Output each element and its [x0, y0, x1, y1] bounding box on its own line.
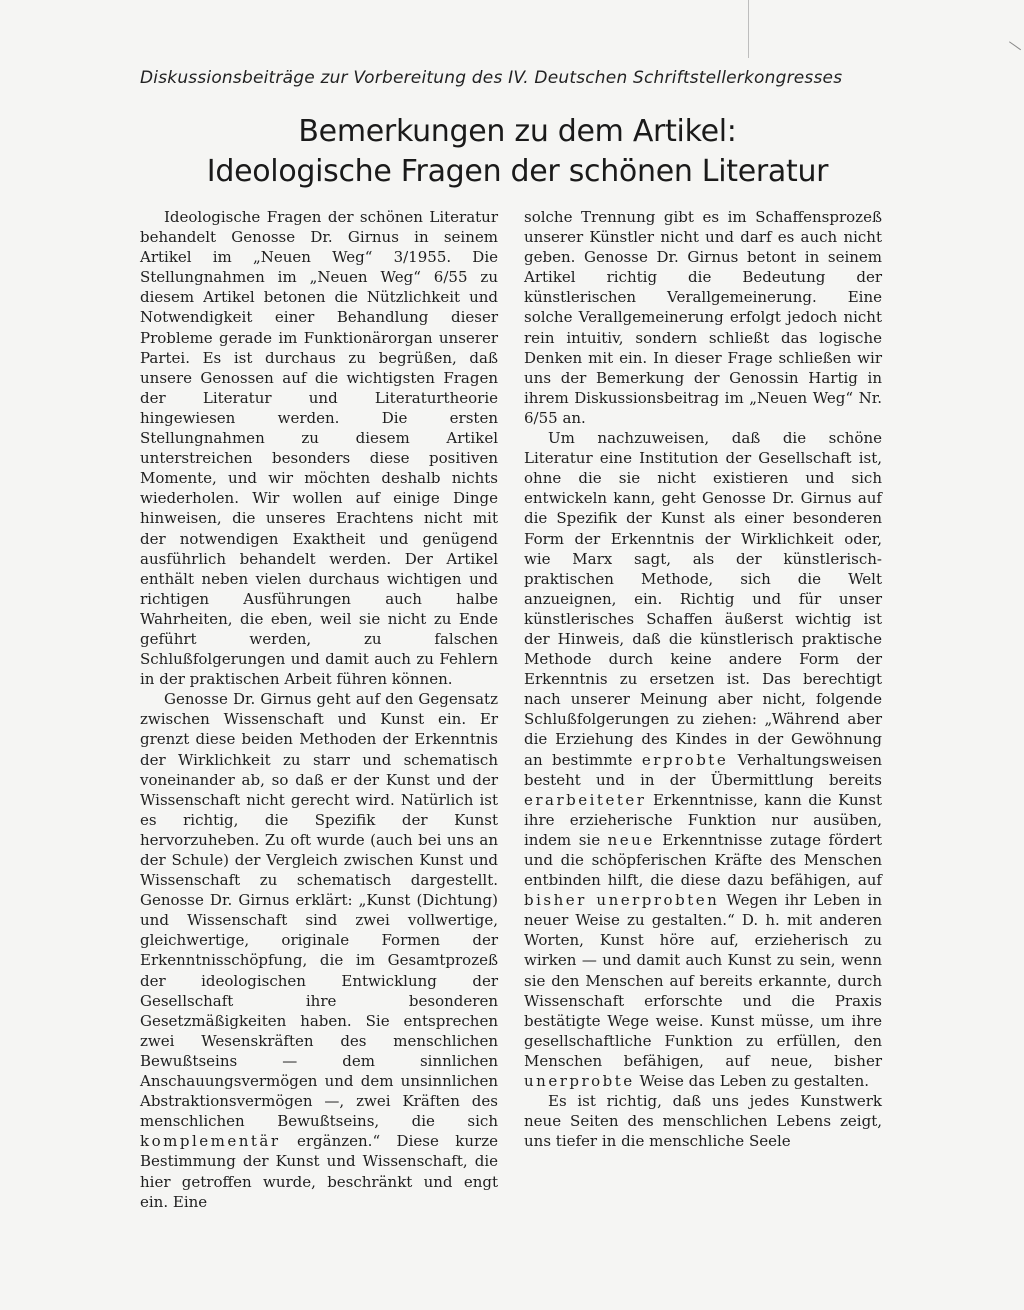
title-line-1: Bemerkungen zu dem Artikel: [298, 114, 737, 149]
paragraph: Ideologische Fragen der schönen Literatur behandelt Genosse Dr. Girnus in seinem Artikel im „Neuen Weg“ 3/1955. Die Stellungnahmen im „Neuen Weg“ 6/55 zu diesem Artikel betonen die Nützlichkeit und Notwendigkeit einer Behandlung dieser Probleme gerade im Funktionärorgan unserer Partei. Es ist durchaus zu begrüßen, daß unsere Genossen auf die wichtigsten Fragen der Literatur und Literaturtheorie hingewiesen werden. Die ersten Stellungnahmen zu diesem Artikel unterstreichen besonders diese positiven Momente, und wir möchten deshalb nichts wiederholen. Wir wollen auf einige Dinge hinweisen, die unseres Erachtens nicht mit der notwendigen Exaktheit und genügend ausführlich behandelt werden. Der Artikel enthält neben vielen durchaus wichtigen und richtigen Ausführungen auch halbe Wahrheiten, die eben, weil sie nicht zu Ende geführt werden, zu falschen Schlußfolgerungen und damit auch zu Fehlern in der praktischen Arbeit führen können. [140, 208, 498, 689]
spaced-emphasis: neue [607, 830, 655, 849]
scan-crease-line [748, 0, 749, 58]
paragraph [140, 689, 498, 1211]
paragraph-text: Wegen ihr Leben in neuer Weise zu gestalten.“ D. h. mit anderen Worten, Kunst höre auf, erzieherisch zu wirken — und damit auch Kunst zu sein, wenn sie den Menschen auf bereits erkannte, durch Wissenschaft erforschte und die Praxis bestätigte Wege weise. Kunst müsse, um ihre gesellschaftliche Funktion zu erfüllen, den Menschen befähigen, auf neue, bisher [524, 891, 882, 1070]
spaced-emphasis: komplementär [140, 1132, 281, 1151]
spaced-emphasis: bisher unerprobten [524, 891, 720, 910]
right-column [524, 207, 882, 1151]
spaced-emphasis: erarbeiteter [524, 790, 647, 809]
article-title [140, 112, 895, 192]
paragraph-text: Erkenntnisse, kann die Kunst ihre erzieherische Funktion nur ausüben, indem sie [524, 790, 882, 849]
paragraph-text: ergänzen.“ Diese kurze Bestimmung der Kunst und Wissenschaft, die hier getroffen wurde, beschränkt und engt ein. Eine [140, 1132, 498, 1211]
paragraph-text: Genosse Dr. Girnus geht auf den Gegensatz zwischen Wissenschaft und Kunst ein. Er grenzt diese beiden Methoden der Erkenntnis der Wirklichkeit zu starr und schematisch voneinander ab, so daß er der Kunst und der Wissenschaft nicht gerecht wird. Natürlich ist es richtig, die Spezifik der Kunst hervorzuheben. Zu oft wurde (auch bei uns an der Schule) der Vergleich zwischen Kunst und Wissenschaft zu schematisch dargestellt. Genosse Dr. Girnus erklärt: „Kunst (Dichtung) und Wissenschaft sind zwei vollwertige, gleichwertige, originale Formen der Erkenntnisschöpfung, die im Gesamtprozeß der ideologischen Entwicklung der Gesellschaft ihre besonderen Gesetzmäßigkeiten haben. Sie entsprechen zwei Wesenskräften des menschlichen Bewußtseins — dem sinnlichen Anschauungsvermögen und dem unsinnlichen Abstraktionsvermögen —, zwei Kräften des menschlichen Bewußtseins, die sich [140, 690, 498, 1131]
scan-corner-mark [1001, 41, 1021, 61]
left-column [140, 207, 498, 1212]
paragraph: solche Trennung gibt es im Schaffensprozeß unserer Künstler nicht und darf es auch nicht geben. Genosse Dr. Girnus betont in seinem Artikel richtig die Bedeutung der künstlerischen Verallgemeinerung. Eine solche Verallgemeinerung erfolgt jedoch nicht rein intuitiv, sondern schließt das logische Denken mit ein. In dieser Frage schließen wir uns der Bemerkung der Genossin Hartig in ihrem Diskussionsbeitrag im „Neuen Weg“ Nr. 6/55 an. [524, 208, 882, 427]
paragraph-text: Erkenntnisse zutage fördert und die schöpferischen Kräfte des Menschen entbinden hilft, die diese dazu befähigen, auf [524, 830, 882, 890]
spaced-emphasis: unerprobte [524, 1072, 635, 1091]
paragraph [524, 428, 882, 1091]
paragraph: Es ist richtig, daß uns jedes Kunstwerk neue Seiten des menschlichen Lebens zeigt, uns tiefer in die menschliche Seele [524, 1092, 882, 1151]
title-line-2: Ideologische Fragen der schönen Literatur [206, 154, 829, 189]
paragraph-text: Weise das Leben zu gestalten. [639, 1072, 870, 1091]
paragraph-text: Verhaltungsweisen besteht und in der Übermittlung bereits [524, 750, 882, 789]
paragraph-text: Um nachzuweisen, daß die schöne Literatur eine Institution der Gesellschaft ist, ohne die sie nicht existieren und sich entwickeln kann, geht Genosse Dr. Girnus auf die Spezifik der Kunst als einer besonderen Form der Erkenntnis der Wirklichkeit oder, wie Marx sagt, als der künstlerisch-praktischen Methode, sich die Welt anzueignen, ein. Richtig und für unser künstlerisches Schaffen äußerst wichtig ist der Hinweis, daß die künstlerisch praktische Methode durch keine andere Form der Erkenntnis zu ersetzen ist. Das berechtigt nach unserer Meinung aber nicht, folgende Schlußfolgerungen zu ziehen: „Während aber die Erziehung des Kindes in der Gewöhnung an bestimmte [524, 429, 882, 769]
spaced-emphasis: erprobte [641, 750, 729, 769]
series-header: Diskussionsbeiträge zur Vorbereitung des IV. Deutschen Schriftstellerkongresses [140, 68, 843, 88]
